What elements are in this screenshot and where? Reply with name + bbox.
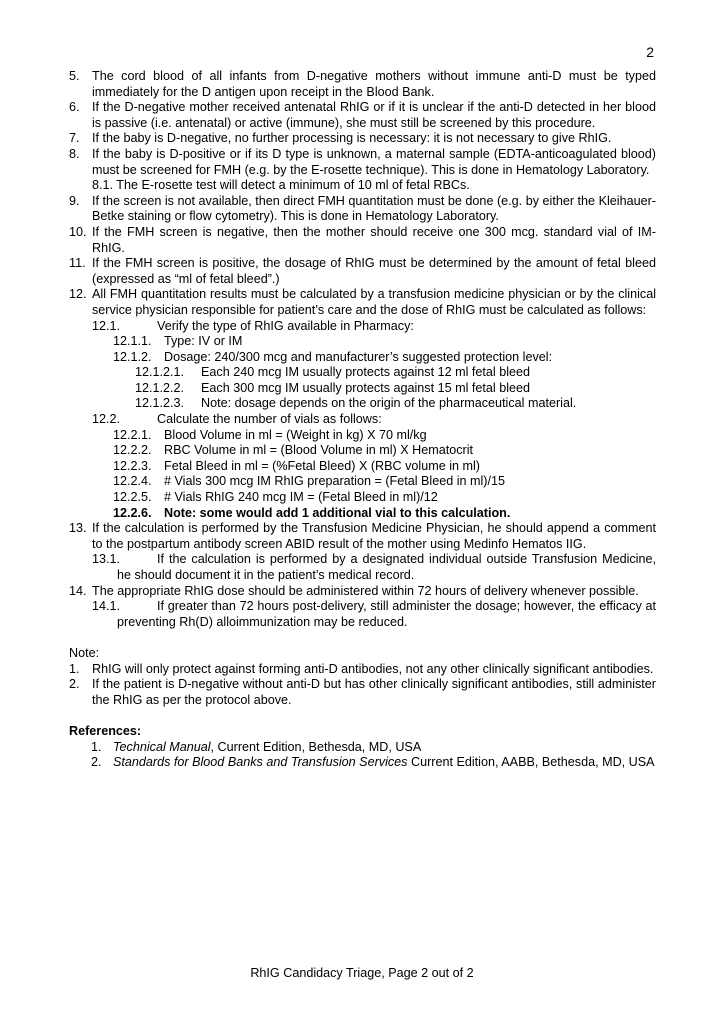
item-number: 7. [69, 131, 80, 146]
item-text: If the baby is D-positive or if its D type is unknown, a maternal sample (EDTA-anticoagulated blood) must be screened for FMH (e.g. by the E-rosette technique). This is done in Hematology Laboratory. [92, 146, 656, 177]
reference-details: , Current Edition, Bethesda, MD, USA [210, 739, 422, 754]
item-text: All FMH quantitation results must be calculated by a transfusion medicine physician or by the clinical service physician responsible for patient’s care and the dose of RhIG must be calculated as follows: [92, 287, 656, 317]
note-heading: Note: [69, 645, 100, 660]
list-item-13-1 [69, 552, 656, 583]
item-number: 12.1.2. [113, 349, 152, 364]
item-text: RhIG will only protect against forming anti-D antibodies, not any other clinically significant antibodies. [92, 661, 654, 676]
document-body [69, 69, 656, 771]
list-item-10 [69, 225, 656, 256]
list-item-8-1 [69, 178, 656, 194]
list-item-12-1-2-2 [69, 381, 656, 397]
item-text: Blood Volume in ml = (Weight in kg) X 70 ml/kg [164, 427, 427, 442]
item-number: 12.2.2. [113, 443, 152, 458]
item-number: 14.1. [92, 599, 121, 614]
page-footer: RhIG Candidacy Triage, Page 2 out of 2 [250, 966, 474, 980]
item-number: 1. [91, 739, 102, 754]
list-item-9 [69, 194, 656, 225]
item-text: If the D-negative mother received antenatal RhIG or if it is unclear if the anti-D detected in her blood is passive (i.e. antenatal) or active (immune), she must still be screened by this procedure. [92, 100, 656, 130]
item-text: # Vials RhIG 240 mcg IM = (Fetal Bleed in ml)/12 [164, 490, 438, 505]
item-number: 1. [69, 661, 80, 676]
item-text: Type: IV or IM [164, 334, 243, 349]
item-number: 12.2.6. [113, 505, 152, 520]
item-text: # Vials 300 mcg IM RhIG preparation = (Fetal Bleed in ml)/15 [164, 474, 506, 489]
item-text: If the baby is D-negative, no further processing is necessary: it is not necessary to give RhIG. [92, 131, 612, 146]
reference-item-1 [69, 740, 656, 756]
note-item-1 [69, 662, 656, 678]
list-item-12-1-2 [69, 350, 656, 366]
item-number: 13.1. [92, 552, 121, 567]
item-number: 10. [69, 224, 87, 239]
item-text: If the FMH screen is positive, the dosage of RhIG must be determined by the amount of fetal bleed (expressed as “ml of fetal bleed”.) [92, 256, 656, 286]
list-item-12-2-2 [69, 443, 656, 459]
item-text: Calculate the number of vials as follows: [157, 412, 382, 427]
item-text: Dosage: 240/300 mcg and manufacturer’s suggested protection level: [164, 349, 553, 364]
item-number: 9. [69, 193, 80, 208]
list-item-12 [69, 287, 656, 318]
item-number: 12.2.3. [113, 458, 152, 473]
list-item-8 [69, 147, 656, 178]
list-item-11 [69, 256, 656, 287]
item-number: 12.1.2.1. [135, 365, 185, 380]
item-text: The cord blood of all infants from D-negative mothers without immune anti-D must be typed immediately for the D antigen upon receipt in the Blood Bank. [92, 69, 656, 99]
item-text: Note: dosage depends on the origin of the pharmaceutical material. [201, 396, 577, 411]
item-text: Each 300 mcg IM usually protects against 15 ml fetal bleed [201, 380, 531, 395]
item-number: 12.2.4. [113, 474, 152, 489]
item-number: 12.1.2.3. [135, 396, 185, 411]
reference-title: Standards for Blood Banks and Transfusion Services [113, 755, 408, 770]
item-number: 2. [91, 755, 102, 770]
item-text: Verify the type of RhIG available in Pharmacy: [157, 318, 414, 333]
item-number: 6. [69, 100, 80, 115]
list-item-12-1-2-3 [69, 396, 656, 412]
item-number: 11. [69, 256, 86, 271]
item-text: Note: some would add 1 additional vial to this calculation. [164, 505, 511, 520]
list-item-12-2 [69, 412, 656, 428]
list-item-12-2-3 [69, 459, 656, 475]
item-text: If greater than 72 hours post-delivery, still administer the dosage; however, the efficacy at preventing Rh(D) alloimmunization may be reduced. [117, 599, 656, 629]
item-number: 12. [69, 287, 87, 302]
item-number: 12.1.2.2. [135, 380, 185, 395]
item-number: 5. [69, 69, 80, 83]
list-item-6 [69, 100, 656, 131]
reference-details: Current Edition, AABB, Bethesda, MD, USA [407, 755, 655, 770]
item-number: 13. [69, 521, 87, 536]
item-text: The appropriate RhIG dose should be administered within 72 hours of delivery whenever possible. [92, 583, 639, 598]
list-item-14 [69, 584, 656, 600]
item-number: 8.1. [92, 178, 114, 193]
item-text: Fetal Bleed in ml = (%Fetal Bleed) X (RBC volume in ml) [164, 458, 480, 473]
list-item-12-2-5 [69, 490, 656, 506]
list-item-12-1 [69, 319, 656, 335]
item-text: If the patient is D-negative without anti-D but has other clinically significant antibodies, still administer the RhIG as per the protocol above. [92, 677, 656, 707]
list-item-12-1-1 [69, 334, 656, 350]
item-number: 2. [69, 677, 80, 692]
item-text: If the calculation is performed by a designated individual outside Transfusion Medicine, he should document it in the patient’s medical record. [117, 552, 656, 582]
list-item-14-1 [69, 599, 656, 630]
item-number: 12.2.1. [113, 427, 152, 442]
item-number: 14. [69, 583, 87, 598]
item-text: Each 240 mcg IM usually protects against 12 ml fetal bleed [201, 365, 531, 380]
note-item-2 [69, 677, 656, 708]
list-item-12-2-4 [69, 474, 656, 490]
list-item-12-2-6 [69, 506, 656, 522]
reference-item-2 [69, 755, 656, 771]
item-number: 12.2. [92, 412, 121, 427]
item-text: The E-rosette test will detect a minimum of 10 ml of fetal RBCs. [116, 178, 470, 193]
item-number: 8. [69, 146, 80, 161]
item-text: If the screen is not available, then direct FMH quantitation must be done (e.g. by either the Kleihauer-Betke staining or flow cytometry). This is done in Hematology Laboratory. [92, 193, 656, 224]
item-text: If the FMH screen is negative, then the mother should receive one 300 mcg. standard vial of IM-RhIG. [92, 224, 656, 255]
references-heading: References: [69, 723, 142, 738]
page-number: 2 [646, 44, 654, 60]
item-number: 12.2.5. [113, 490, 152, 505]
list-item-13 [69, 521, 656, 552]
list-item-5 [69, 69, 656, 100]
list-item-12-1-2-1 [69, 365, 656, 381]
item-text: If the calculation is performed by the Transfusion Medicine Physician, he should append a comment to the postpartum antibody screen ABID result of the mother using Medinfo Hematos IIG. [92, 521, 656, 551]
reference-title: Technical Manual [113, 739, 211, 754]
item-number: 12.1.1. [113, 334, 152, 349]
item-text: RBC Volume in ml = (Blood Volume in ml) X Hematocrit [164, 443, 474, 458]
list-item-12-2-1 [69, 428, 656, 444]
item-number: 12.1. [92, 318, 121, 333]
list-item-7 [69, 131, 656, 147]
